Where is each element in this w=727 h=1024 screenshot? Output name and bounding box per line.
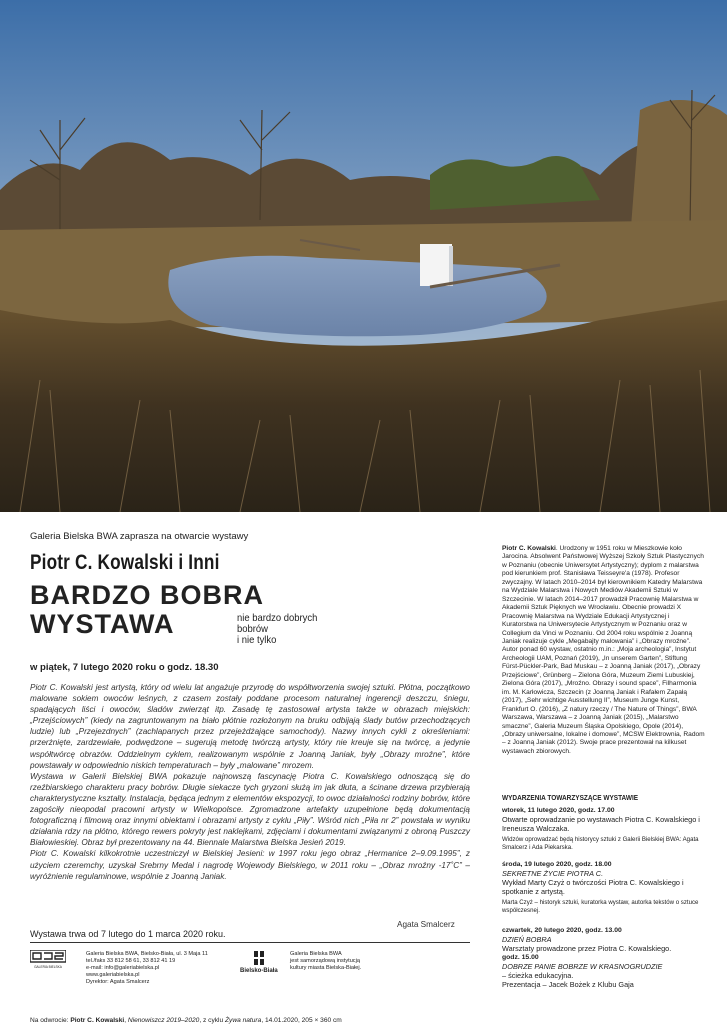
caption-rest: , z cyklu [199,1017,226,1024]
event-title: DOBRZE PANIE BOBRZE W KRASNOGRUDZIE [502,962,663,971]
description-paragraph: Piotr C. Kowalski jest artystą, który od wielu lat angażuje przyrodę do współtworzenia swojej sztuki. Płótna, początkowo malowane sokiem owoców leśnych, z czasem zostały poddane procesom naturalnej ingerencji deszczu, śniegu, spadających liści i owoców, śladów zwierząt itp. Zasadę tę zastosował artysta także w obrazach miejskich: „Przejściowych” (kiedy na zagruntowanym na biało płótnie rozłożonym na bruku odbijają ślady butów przechodzących ludzie) lub „Przejezdnych” (zachlapanych przez przejeżdżające samochody). Nazwy innych cykli z określeniami: przerżnięte, zardzewiałe, podwędzone – sugerują metodę twórczą artysty, który nie kreuje się na twórcę, a jedynie współtwórcę obrazów. Oddzielnym cyklem, realizowanym wspólnie z Joanną Janiak, były „Obrazy mroźne”, które powstawały w odpowiednio niskich temperaturach – były „malowane” mrozem. [30,683,470,770]
gallery-address [86,951,208,986]
caption-work: Nienowiszcz 2019–2020 [127,1017,200,1024]
caption-prefix: Na odwrocie: [30,1017,71,1024]
address-line: Galeria Bielska BWA, Bielsko-Biała, ul. 3 Maja 11 [86,951,208,957]
gallery-logo [30,950,66,969]
exhibition-subtitle [237,613,317,646]
invitation-line: Galeria Bielska BWA zaprasza na otwarcie wystawy [30,531,249,542]
institution-line: jest samorządową instytucją [290,957,360,964]
event-date: środa, 19 lutego 2020, godz. 18.00 [502,861,612,868]
event-title: SEKRETNE ŻYCIE PIOTRA C. [502,869,604,878]
divider [30,942,470,943]
event-date: wtorek, 11 lutego 2020, godz. 17.00 [502,807,615,814]
events-heading: WYDARZENIA TOWARZYSZĄCE WYSTAWIE [502,793,639,802]
exhibition-title-line1: BARDZO BOBRA [30,580,264,610]
city-logo [240,950,278,974]
address-line: e-mail: info@galeriabielska.pl [86,964,160,971]
bio-text: . Urodzony w 1951 roku w Mieszkowie koło Jarocina. Absolwent Państwowej Wyższej Szkoły Sztuk Plastycznych w Poznaniu (obecnie Uniwersytet Artystyczny); dyplom z malarstwa pod kierunkiem prof. Stanisława Teisseyre'a (1978). Profesor zwyczajny. W latach 2010–2014 był kierownikiem Katedry Malarstwa na Wydziale Malarstwa i Nowych Mediów Akademii Sztuki w Szczecinie. W latach 2014–2017 prowadził Pracownię Malarstwa w Akademii Sztuk Pięknych we Wrocławiu. Obecnie prowadzi X Pracownię Malarstwa na Wydziale Edukacji Artystycznej i Kuratorstwa na Uniwersytecie Artystycznym w Poznaniu oraz w Collegium da Vinci w Poznaniu. Od 2004 roku wspólnie z Joanną Janiak realizuje cykle „Megabajty malowania” i „Obrazy mroźne”. Autor ponad 60 wystaw, ostatnio m.in.: „Moja archeologia”, Instytut Archeologii UAM, Poznań (2019), „In unserem Garten”, Stiftung Fürst-Pückler-Park, Bad Muskau – z Joanną Janiak (2017), „Obrazy Przejściowe”, Grünberg – Zielona Góra, Muzeum Ziemi Lubuskiej, Zielona Góra (2017), „Mroźno. Obrazy i sound space”, Filharmonia im. M. Karłowicza, Szczecin (z Joanną Janiak i Rafałem Zapałą (2017), „Sehr wichtige Ausstellung II”, Museum Junge Kunst, Frankfurt O. (2016), „Z natury rzeczy / The Nature of Things”, BWA Warszawa, Warszawa – z Joanną Janiak (2015), „Malarstwo smaczne”, Galeria Muzeum Śląska Opolskiego, Opole (2014), „Obrazy uniwersalne, lokalne i domowe”, MCSW Elektrownia, Radom – z Joanną Janiak (2012). Swoje prace prezentował na kilkuset wystawach zbiorowych. [502,545,705,755]
exhibition-title-line2: WYSTAWA [30,609,175,639]
event-title: DZIEŃ BOBRA [502,935,552,944]
description-text [30,682,470,882]
caption-comma: , [124,1017,128,1024]
artist-bio [502,545,705,756]
caption-author: Piotr C. Kowalski [70,1017,125,1024]
address-line: www.galeriabielska.pl [86,971,140,978]
event-description: – ścieżka edukacyjna. [502,971,574,980]
opening-date: w piątek, 7 lutego 2020 roku o godz. 18.30 [30,662,219,673]
author-signature: Agata Smalcerz [397,920,455,929]
cover-caption [30,1017,342,1024]
institution-note [290,951,361,972]
caption-cycle: Żywa natura [225,1017,262,1024]
subtitle-line: nie bardzo dobrych [237,612,318,624]
exhibition-duration: Wystawa trwa od 7 lutego do 1 marca 2020 roku. [30,929,226,939]
address-line: Dyrektor: Agata Smalcerz [86,978,150,985]
event-description: Warsztaty prowadzone przez Piotra C. Kowalskiego. [502,944,672,953]
bio-name: Piotr C. Kowalski [502,545,556,552]
caption-end: , 14.01.2020, 205 × 360 cm [261,1017,342,1024]
subtitle-line: i nie tylko [237,634,277,646]
event-1 [502,806,712,851]
event-description: Otwarte oprowadzanie po wystawach Piotra C. Kowalskiego i Ireneusza Walczaka. [502,815,700,833]
event-note: Marta Czyż – historyk sztuki, kuratorka wystaw, autorka tekstów o sztuce współczesnej. [502,899,699,914]
description-paragraph: Piotr C. Kowalski kilkokrotnie uczestniczył w Bielskiej Jesieni: w 1997 roku jego obraz „Hermanice 2–9.09.1995”, z użyciem czeremchy, uzyskał Srebrny Medal i nagrodę Wojewody Bielskiego, w 2011 roku – „Obraz mroźny -17˚C” – wyróżnienie regulaminowe, wspólnie z Joanną Janiak. [30,849,470,881]
institution-line: Galeria Bielska BWA [290,951,342,957]
description-paragraph: Wystawa w Galerii Bielskiej BWA pokazuje najnowszą fascynację Piotra C. Kowalskiego odnoszącą się do rzeźbiarskiego charakteru pracy bobrów. Długie siekacze tych gryzoni służą im jak dłuta, a ścinane drzewa przybierają charakterystyczne kształty. Instalacja, będąca jednym z elementów ekspozycji, to owoc działalności rodziny bobrów, które zagościły nieopodal pracowni artysty w Wielkopolsce. Zgromadzone artefakty uzupełnione będą dokumentacją fotograficzną i filmową oraz innymi obiektami i obrazami artysty z cyklu „Piły”. Wśród nich „Piła nr 2” powstała w wyniku działania rdzy na płótno, którego rewers pokryty jest naklejkami, zdjęciami i dokumentami związanymi z obroną Puszczy Białowieskiej. Obraz był prezentowany na 44. Biennale Malarstwa Bielska Jesień 2019. [30,771,470,848]
event-time: godz. 15.00 [502,954,539,961]
event-note: Widzów oprowadzać będą historycy sztuki z Galerii Bielskiej BWA: Agata Smalcerz i Ada Piekarska. [502,836,699,851]
institution-line: kultury miasta Bielska-Białej. [290,964,362,971]
city-name: Bielsko-Biała [240,968,278,974]
logo-text: GALERIA BIELSKA [34,965,62,969]
subtitle-line: bobrów [237,623,269,635]
address-line: tel./faks 33 812 58 61, 33 812 41 19 [86,957,176,964]
event-date: czwartek, 20 lutego 2020, godz. 13.00 [502,927,622,934]
artist-title: Piotr C. Kowalski i Inni [30,551,220,574]
city-crest-icon [252,950,266,966]
event-3 [502,926,712,989]
event-description: Wykład Marty Czyż o twórczości Piotra C. Kowalskiego i spotkanie z artystą. [502,878,684,896]
event-2 [502,860,712,914]
event-description: Prezentacja – Jacek Bożek z Klubu Gaja [502,980,634,989]
